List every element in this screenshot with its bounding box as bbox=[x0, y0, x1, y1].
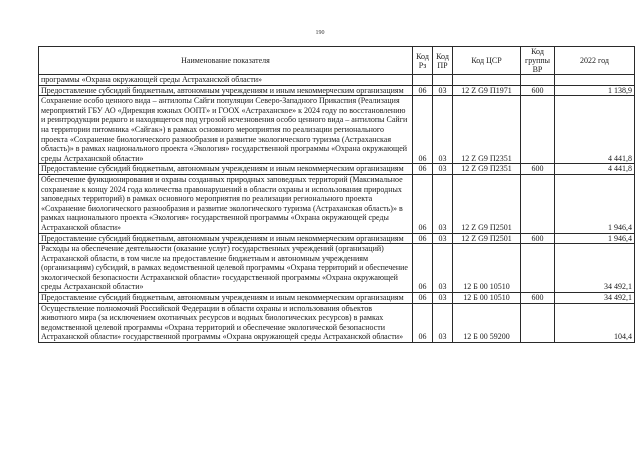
table-row bbox=[39, 85, 635, 96]
row-vr: 600 bbox=[521, 293, 555, 304]
table-row bbox=[39, 96, 635, 164]
row-csr: 12 Б 00 10510 bbox=[453, 293, 521, 304]
row-amount: 1 946,4 bbox=[555, 174, 635, 233]
row-name: Осуществление полномочий Российской Федерации в области охраны и использования объектов животного мира (за исключением охотничьих ресурсов и водных биологических ресурсов) в рамках ведомственной целевой программы «Охрана территорий и обеспечение экологической безопасности Астраханской области» государственной программы «Охрана окружающей среды Астраханской области» bbox=[39, 303, 413, 342]
table-row bbox=[39, 244, 635, 293]
row-pr: 03 bbox=[433, 85, 453, 96]
row-amount: 4 441,8 bbox=[555, 96, 635, 164]
budget-table bbox=[38, 46, 635, 343]
row-rz: 06 bbox=[413, 96, 433, 164]
header-pr: Код ПР bbox=[433, 47, 453, 75]
table-row bbox=[39, 303, 635, 342]
row-rz: 06 bbox=[413, 174, 433, 233]
row-csr: 12 Z G9 П2351 bbox=[453, 96, 521, 164]
row-amount: 1 138,9 bbox=[555, 85, 635, 96]
table-row bbox=[39, 164, 635, 175]
row-pr: 03 bbox=[433, 164, 453, 175]
page-number: 190 bbox=[315, 30, 325, 36]
row-csr: 12 Б 00 10510 bbox=[453, 244, 521, 293]
table-row bbox=[39, 75, 635, 86]
row-rz: 06 bbox=[413, 233, 433, 244]
table-header-row bbox=[39, 47, 635, 75]
row-vr bbox=[521, 174, 555, 233]
row-vr bbox=[521, 75, 555, 86]
row-csr bbox=[453, 75, 521, 86]
table-row bbox=[39, 233, 635, 244]
row-csr: 12 Б 00 59200 bbox=[453, 303, 521, 342]
row-amount: 1 946,4 bbox=[555, 233, 635, 244]
row-rz: 06 bbox=[413, 164, 433, 175]
row-amount bbox=[555, 75, 635, 86]
row-csr: 12 Z G9 П2501 bbox=[453, 174, 521, 233]
header-vr: Код группы ВР bbox=[521, 47, 555, 75]
table-row bbox=[39, 174, 635, 233]
row-rz: 06 bbox=[413, 293, 433, 304]
row-vr: 600 bbox=[521, 164, 555, 175]
header-name: Наименование показателя bbox=[39, 47, 413, 75]
row-name: Предоставление субсидий бюджетным, автономным учреждениям и иным некоммерческим организациям bbox=[39, 233, 413, 244]
row-rz: 06 bbox=[413, 303, 433, 342]
row-name: Расходы на обеспечение деятельности (оказание услуг) государственных учреждений (организаций) Астраханской области, в том числе на предоставление бюджетным и автономным учреждениям (организациям) субсидий, в рамках ведомственной целевой программы «Охрана территорий и обеспечение экологической безопасности Астраханской области» государственной программы «Охрана окружающей среды Астраханской области» bbox=[39, 244, 413, 293]
row-pr: 03 bbox=[433, 96, 453, 164]
row-vr bbox=[521, 303, 555, 342]
row-name: Предоставление субсидий бюджетным, автономным учреждениям и иным некоммерческим организациям bbox=[39, 293, 413, 304]
row-name: Предоставление субсидий бюджетным, автономным учреждениям и иным некоммерческим организациям bbox=[39, 164, 413, 175]
row-name: Предоставление субсидий бюджетным, автономным учреждениям и иным некоммерческим организациям bbox=[39, 85, 413, 96]
row-rz: 06 bbox=[413, 244, 433, 293]
row-pr: 03 bbox=[433, 303, 453, 342]
row-csr: 12 Z G9 П2501 bbox=[453, 233, 521, 244]
row-csr: 12 Z G9 П2351 bbox=[453, 164, 521, 175]
table-row bbox=[39, 293, 635, 304]
row-name: Обеспечение функционирования и охраны созданных природных заповедных территорий (Максимальное сохранение к концу 2024 года количества правонарушений в области охраны и использования природных заповедных территорий) в рамках основного мероприятия по реализации регионального проекта «Сохранение биологического разнообразия и развитие экологического туризма (Астраханская область)» в рамках национального проекта «Экология» государственной программы «Охрана окружающей среды Астраханской области» bbox=[39, 174, 413, 233]
row-amount: 104,4 bbox=[555, 303, 635, 342]
row-amount: 34 492,1 bbox=[555, 293, 635, 304]
header-year: 2022 год bbox=[555, 47, 635, 75]
row-pr: 03 bbox=[433, 244, 453, 293]
row-csr: 12 Z G9 П1971 bbox=[453, 85, 521, 96]
row-name: программы «Охрана окружающей среды Астраханской области» bbox=[39, 75, 413, 86]
row-name: Сохранение особо ценного вида – антилопы Сайги популяции Северо-Западного Прикаспия (Реализация мероприятий ГБУ АО «Дирекция южных ООПТ» и ГООХ «Астраханское» к 2024 году по восстановлению и реинтродукции редкого и находящегося под угрозой исчезновения особо ценного вида – антилопы Сайги на территории питомника «Сайгак») в рамках основного мероприятия по реализации регионального проекта «Сохранение биологического разнообразия и развитие экологического туризма (Астраханская область)» в рамках национального проекта «Экология» государственной программы «Охрана окружающей среды Астраханской области» bbox=[39, 96, 413, 164]
header-csr: Код ЦСР bbox=[453, 47, 521, 75]
row-pr: 03 bbox=[433, 174, 453, 233]
row-amount: 34 492,1 bbox=[555, 244, 635, 293]
row-rz bbox=[413, 75, 433, 86]
row-vr: 600 bbox=[521, 85, 555, 96]
row-pr bbox=[433, 75, 453, 86]
row-pr: 03 bbox=[433, 293, 453, 304]
row-vr bbox=[521, 96, 555, 164]
header-rz: Код Рз bbox=[413, 47, 433, 75]
row-rz: 06 bbox=[413, 85, 433, 96]
row-amount: 4 441,8 bbox=[555, 164, 635, 175]
row-vr: 600 bbox=[521, 233, 555, 244]
row-vr bbox=[521, 244, 555, 293]
row-pr: 03 bbox=[433, 233, 453, 244]
